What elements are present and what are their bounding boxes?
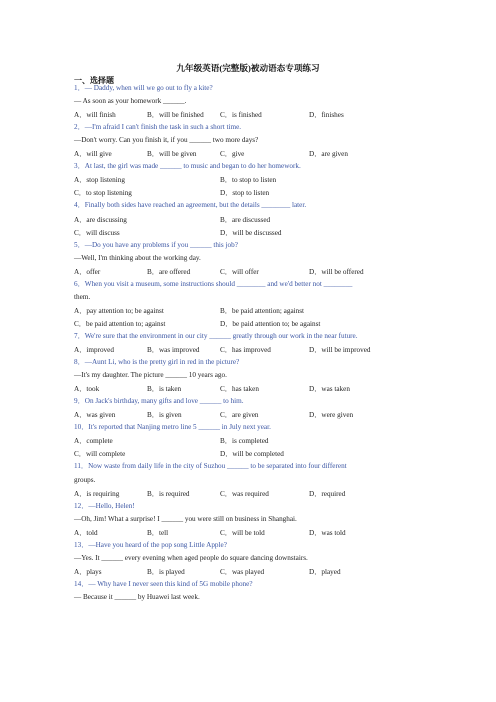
question-stem: 4．Finally both sides have reached an agreement, but the details ________ later. [74,201,307,210]
answer-option[interactable]: B．are discussed [220,215,271,224]
question-text: —Well, I'm thinking about the working day. [74,253,201,262]
question-stem: 2．—I'm afraid I can't finish the task in such a short time. [74,123,242,132]
answer-option[interactable]: A．stop listening [74,176,125,185]
answer-option[interactable]: C．will be told [220,528,265,537]
answer-option[interactable]: A．was given [74,411,116,420]
question-text: —Oh, Jim! What a surprise! I ______ you were still on business in Shanghai. [74,514,297,523]
answer-option[interactable]: D．stop to listen [220,189,270,198]
answer-option[interactable]: A．pay attention to; be against [74,306,164,315]
question-stem: 1．— Daddy, when will we go out to fly a kite? [74,84,213,92]
answer-option[interactable]: C．has improved [220,346,271,354]
question-stem: 5．—Do you have any problems if you ______ this job? [74,240,238,249]
answer-option[interactable]: C．was played [220,567,265,576]
question-text: groups. [74,475,96,484]
answer-option[interactable]: D．was told [309,528,346,537]
question-text: — Because it ______ by Huawei last week. [74,592,200,601]
answer-option[interactable]: A．complete [74,437,113,446]
answer-option[interactable]: C．to stop listening [74,189,132,198]
answer-option[interactable]: D．be paid attention to; be against [220,319,321,328]
answer-option[interactable]: C．is finished [220,111,262,120]
answer-option[interactable]: C．has taken [220,385,259,394]
question-stem: 7．We're sure that the environment in our city ______ greatly through our work in the near future. [74,331,358,340]
answer-option[interactable]: D．played [309,567,341,576]
answer-option[interactable]: A．improved [74,346,114,354]
answer-option[interactable]: B．is required [147,489,190,498]
question-text: them. [74,292,91,301]
answer-option[interactable]: C．was required [220,489,269,498]
answer-option[interactable]: B．be paid attention; against [220,306,305,315]
answer-option[interactable]: B．is taken [147,385,182,394]
answer-option[interactable]: B．is given [147,411,182,420]
question-stem: 8．—Aunt Li, who is the pretty girl in red in the picture? [74,358,240,367]
answer-option[interactable]: A．plays [74,567,102,576]
answer-option[interactable]: C．will discuss [74,228,120,237]
question-stem: 11．Now waste from daily life in the city of Suzhou ______ to be separated into four different [74,462,347,471]
answer-option[interactable]: A．offer [74,267,101,276]
answer-option[interactable]: B．will be given [147,150,197,159]
answer-option[interactable]: D．were given [309,411,354,420]
question-stem: 13．—Have you heard of the pop song Little Apple? [74,540,227,549]
question-stem: 14．— Why have I never seen this kind of 5G mobile phone? [74,579,253,588]
answer-option[interactable]: D．was taken [309,385,350,394]
answer-option[interactable]: B．is played [147,567,185,576]
answer-option[interactable]: B．was improved [147,346,200,354]
answer-option[interactable]: C．will complete [74,450,126,459]
answer-option[interactable]: B．to stop to listen [220,176,277,185]
answer-option[interactable]: A．will finish [74,111,116,120]
answer-option[interactable]: A．is requiring [74,489,120,498]
question-text: —Yes. It ______ every evening when aged people do square dancing downstairs. [74,553,308,562]
document-title: 九年级英语(完整版)被动语态专项练习 [176,63,320,73]
question-stem: 6．When you visit a museum, some instructions should ________ and we'd better not ________ [74,279,353,288]
answer-option[interactable]: C．are given [220,411,259,420]
answer-option[interactable]: D．required [309,489,346,498]
answer-option[interactable]: D．will be improved [309,346,371,354]
answer-option[interactable]: D．finishes [309,111,344,120]
question-stem: 10．It's reported that Nanjing metro line 5 ______ in July next year. [74,423,271,432]
answer-option[interactable]: C．give [220,150,245,159]
question-stem: 12．—Hello, Helen! [74,501,135,510]
answer-option[interactable]: B．are offered [147,267,191,276]
answer-option[interactable]: D．are given [309,150,348,159]
section-heading: 一、选择题 [74,76,114,85]
question-text: —Don't worry. Can you finish it, if you ______ two more days? [74,136,259,145]
answer-option[interactable]: D．will be offered [309,267,364,276]
answer-option[interactable]: A．will give [74,150,112,159]
answer-option[interactable]: A．told [74,528,98,537]
answer-option[interactable]: B．will be finished [147,111,204,120]
answer-option[interactable]: D．will be discussed [220,228,282,237]
question-text: —It's my daughter. The picture ______ 10 years ago. [74,371,227,380]
question-stem: 3．At last, the girl was made ______ to music and began to do her homework. [74,162,301,171]
answer-option[interactable]: D．will be completed [220,450,284,459]
answer-option[interactable]: C．will offer [220,267,259,276]
answer-option[interactable]: A．took [74,385,100,394]
question-text: — As soon as your homework ______. [74,97,187,106]
answer-option[interactable]: B．tell [147,528,169,537]
answer-option[interactable]: A．are discussing [74,215,127,224]
question-stem: 9．On Jack's birthday, many gifts and love ______ to him. [74,397,244,406]
answer-option[interactable]: C．be paid attention to; against [74,319,166,328]
answer-option[interactable]: B．is completed [220,437,269,446]
